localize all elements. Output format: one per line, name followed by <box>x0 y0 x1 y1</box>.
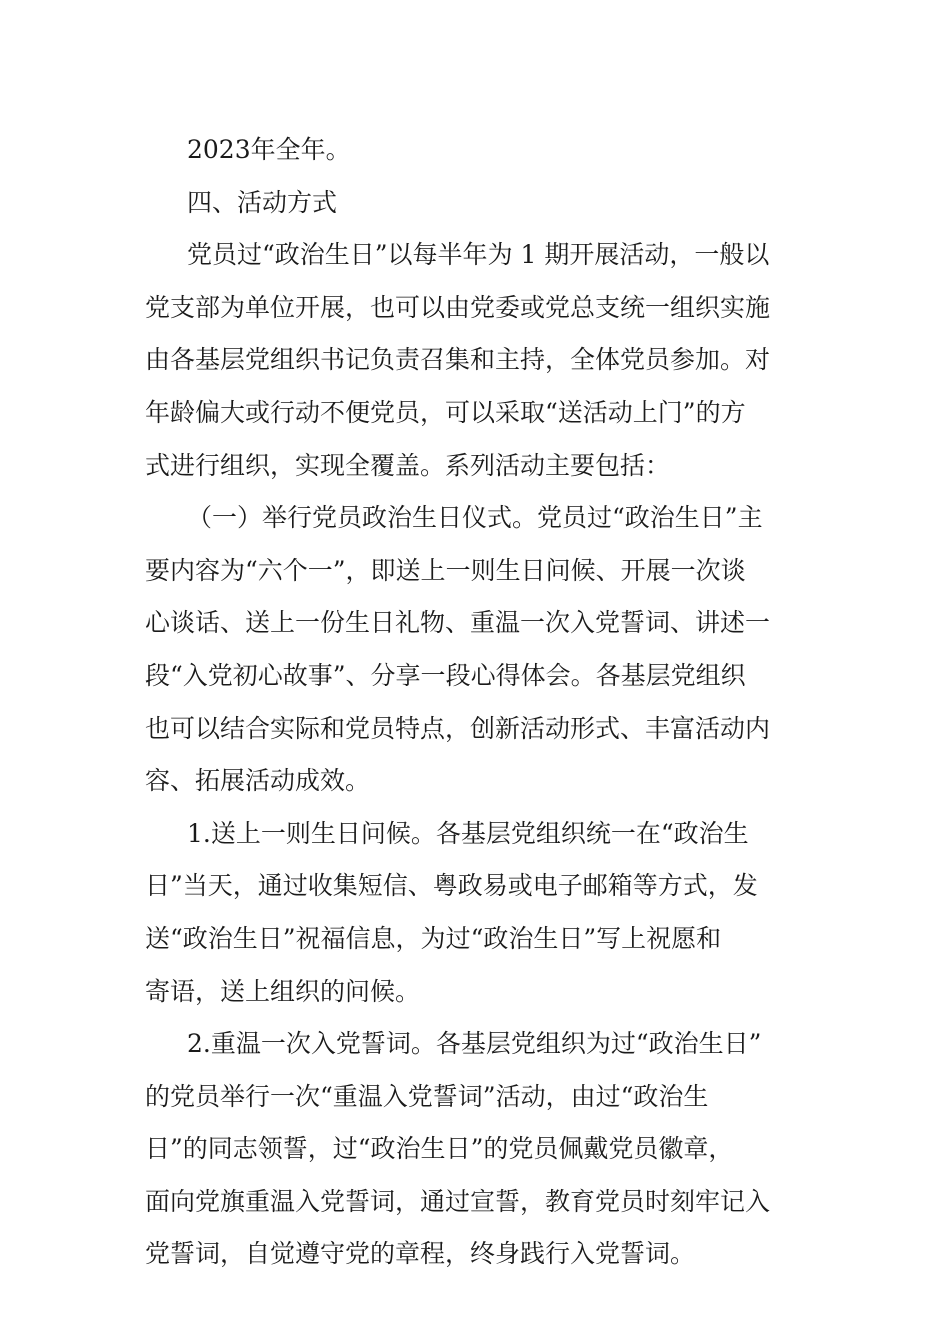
text-line: 2.重温一次入党誓词。各基层党组织为过“政治生日” <box>187 1029 762 1059</box>
text-line: 四、活动方式 <box>187 187 338 217</box>
text-line: 党员过“政治生日”以每半年为 1 期开展活动，一般以 <box>187 240 770 270</box>
text-line: 日”的同志领誓，过“政治生日”的党员佩戴党员徽章， <box>145 1134 734 1164</box>
text-line: 段“入党初心故事”、分享一段心得体会。各基层党组织 <box>145 660 746 690</box>
paragraph-birthday-ceremony <box>145 492 807 808</box>
text-line: （一）举行党员政治生日仪式。党员过“政治生日”主 <box>187 503 763 533</box>
text-line: 面向党旗重温入党誓词，通过宣誓，教育党员时刻牢记入 <box>145 1186 771 1216</box>
text-line: 2023年全年。 <box>187 135 351 164</box>
section-heading-activity-method <box>145 177 807 230</box>
text-line: 的党员举行一次“重温入党誓词”活动，由过“政治生 <box>145 1081 709 1111</box>
paragraph-activity-overview <box>145 229 807 492</box>
paragraph-year <box>145 124 807 177</box>
text-line: 年龄偏大或行动不便党员，可以采取“送活动上门”的方 <box>145 397 746 427</box>
text-line: 送“政治生日”祝福信息，为过“政治生日”写上祝愿和 <box>145 923 722 953</box>
text-line: 党支部为单位开展，也可以由党委或党总支统一组织实施 <box>145 292 771 322</box>
text-line: 要内容为“六个一”，即送上一则生日问候、开展一次谈 <box>145 555 746 585</box>
text-line: 由各基层党组织书记负责召集和主持，全体党员参加。对 <box>145 345 771 375</box>
text-line: 日”当天，通过收集短信、粤政易或电子邮箱等方式，发 <box>145 871 758 901</box>
text-line: 心谈话、送上一份生日礼物、重温一次入党誓词、讲述一 <box>145 608 771 638</box>
paragraph-oath-review <box>145 1018 807 1281</box>
text-line: 也可以结合实际和党员特点，创新活动形式、丰富活动内 <box>145 713 771 743</box>
text-line: 寄语，送上组织的问候。 <box>145 976 421 1006</box>
text-line: 容、拓展活动成效。 <box>145 766 371 796</box>
paragraph-birthday-greeting <box>145 808 807 1018</box>
text-line: 1.送上一则生日问候。各基层党组织统一在“政治生 <box>187 818 749 848</box>
text-line: 式进行组织，实现全覆盖。系列活动主要包括： <box>145 450 671 480</box>
document-body <box>145 124 807 1281</box>
text-line: 党誓词，自觉遵守党的章程，终身践行入党誓词。 <box>145 1239 696 1269</box>
